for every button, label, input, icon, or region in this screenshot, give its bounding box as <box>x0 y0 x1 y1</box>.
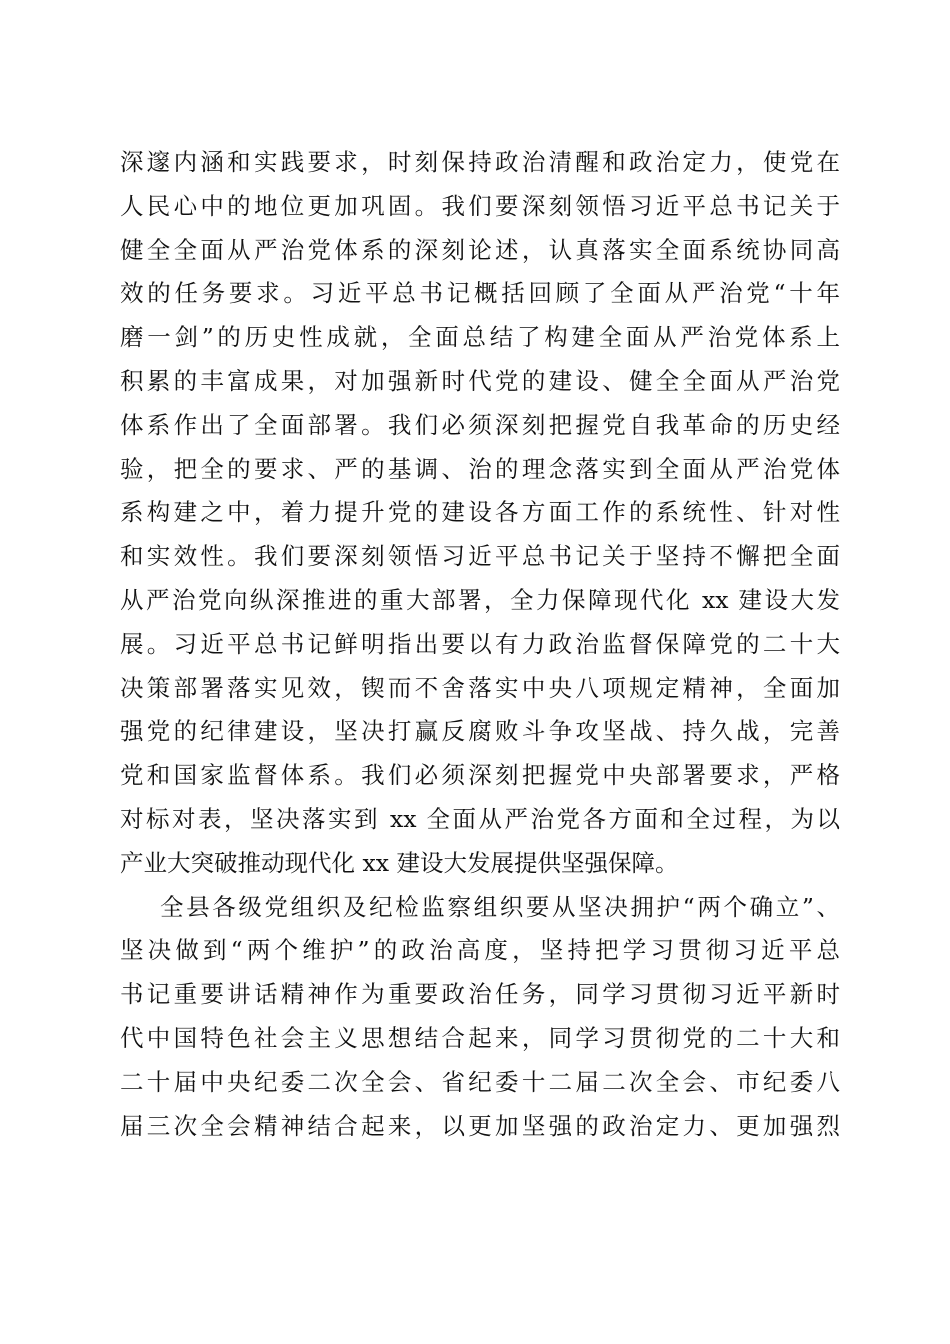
text-line: 和实效性。我们要深刻领悟习近平总书记关于坚持不懈把全面 <box>120 542 840 571</box>
text-line: 对标对表，坚决落实到 xx 全面从严治党各方面和全过程，为以 <box>120 804 840 833</box>
text-line: 决策部署落实见效，锲而不舍落实中央八项规定精神，全面加 <box>120 673 840 702</box>
text-line: 深邃内涵和实践要求，时刻保持政治清醒和政治定力，使党在 <box>120 148 840 176</box>
text-line: 效的任务要求。习近平总书记概括回顾了全面从严治党“十年 <box>120 279 840 308</box>
text-line: 健全全面从严治党体系的深刻论述，认真落实全面系统协同高 <box>120 235 840 264</box>
body-text <box>120 141 840 1148</box>
text-line: 展。习近平总书记鲜明指出要以有力政治监督保障党的二十大 <box>120 629 840 658</box>
text-line: 产业大突破推动现代化 xx 建设大发展提供坚强保障。 <box>120 848 679 877</box>
text-line: 系构建之中，着力提升党的建设各方面工作的系统性、针对性 <box>120 498 840 527</box>
text-line: 体系作出了全面部署。我们必须深刻把握党自我革命的历史经 <box>120 410 840 439</box>
text-line: 代中国特色社会主义思想结合起来，同学习贯彻党的二十大和 <box>120 1023 840 1052</box>
paragraph-2 <box>120 886 840 1149</box>
text-line: 从严治党向纵深推进的重大部署，全力保障现代化 xx 建设大发 <box>120 585 840 614</box>
text-line: 积累的丰富成果，对加强新时代党的建设、健全全面从严治党 <box>120 366 840 395</box>
text-line: 二十届中央纪委二次全会、省纪委十二届二次全会、市纪委八 <box>120 1067 840 1096</box>
text-line: 验，把全的要求、严的基调、治的理念落实到全面从严治党体 <box>120 454 840 483</box>
text-line: 届三次全会精神结合起来，以更加坚强的政治定力、更加强烈 <box>120 1111 840 1140</box>
text-line: 强党的纪律建设，坚决打赢反腐败斗争攻坚战、持久战，完善 <box>120 717 840 746</box>
text-line: 党和国家监督体系。我们必须深刻把握党中央部署要求，严格 <box>120 761 840 790</box>
text-line: 人民心中的地位更加巩固。我们要深刻领悟习近平总书记关于 <box>120 191 840 220</box>
paragraph-1 <box>120 141 840 886</box>
text-line: 磨一剑”的历史性成就，全面总结了构建全面从严治党体系上 <box>120 323 840 352</box>
text-line: 书记重要讲话精神作为重要政治任务，同学习贯彻习近平新时 <box>120 980 840 1009</box>
text-line: 坚决做到“两个维护”的政治高度，坚持把学习贯彻习近平总 <box>120 936 840 965</box>
text-line: 全县各级党组织及纪检监察组织要从坚决拥护“两个确立”、 <box>160 892 840 921</box>
